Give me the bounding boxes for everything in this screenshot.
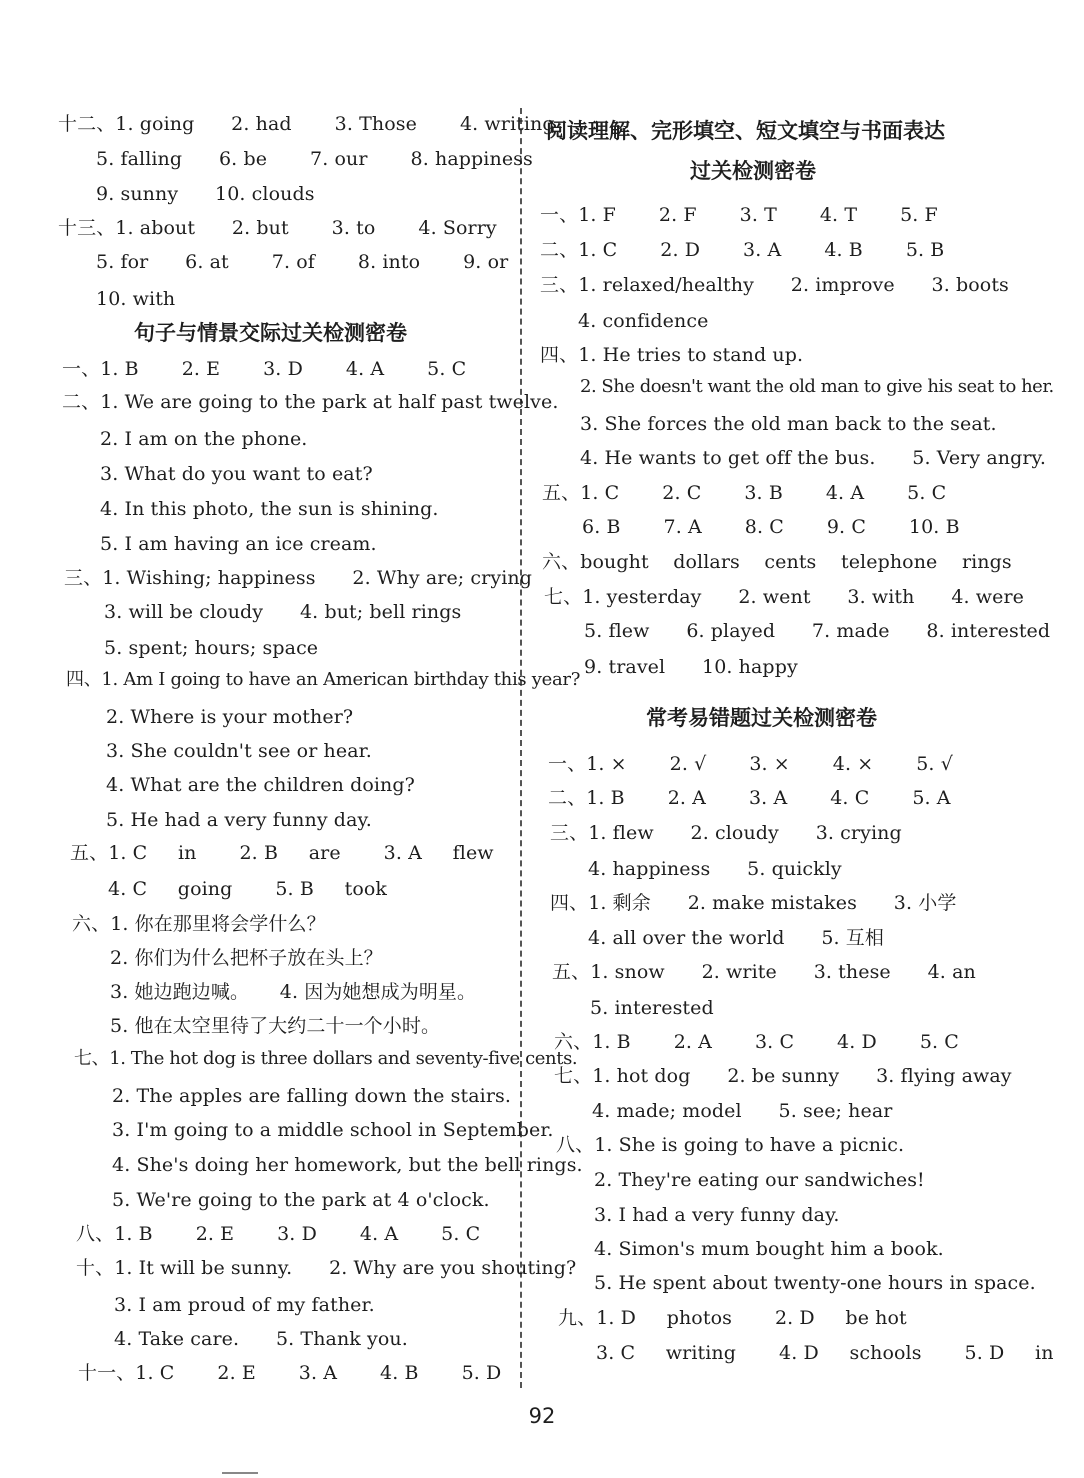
answer-line: 2. The apples are falling down the stairs. — [112, 1085, 512, 1107]
answer-line: 三、1. Wishing; happiness 2. Why are; crying — [64, 567, 532, 589]
answer-line: 6. B 7. A 8. C 9. C 10. B — [582, 516, 960, 538]
answer-line: 二、1. We are going to the park at half past twelve. — [62, 391, 559, 413]
answer-line: 5. 他在太空里待了大约二十一个小时。 — [110, 1015, 441, 1037]
answer-line: 4. all over the world 5. 互相 — [588, 927, 885, 949]
answer-line: 5. He had a very funny day. — [106, 809, 372, 831]
answer-line: 一、1. F 2. F 3. T 4. T 5. F — [540, 204, 938, 226]
answer-line: 9. sunny 10. clouds — [96, 183, 315, 205]
answer-line: 一、1. B 2. E 3. D 4. A 5. C — [62, 358, 467, 380]
section-heading: 句子与情景交际过关检测密卷 — [134, 321, 407, 345]
answer-line: 七、1. The hot dog is three dollars and seventy-five cents. — [74, 1048, 578, 1069]
answer-line: 5. flew 6. played 7. made 8. interested — [584, 620, 1051, 642]
answer-line: 10. with — [96, 288, 176, 310]
answer-line: 4. confidence — [578, 310, 709, 332]
answer-line: 十三、1. about 2. but 3. to 4. Sorry — [58, 217, 497, 239]
answer-line: 四、1. Am I going to have an American birthday this year? — [66, 669, 581, 690]
answer-line: 六、1. B 2. A 3. C 4. D 5. C — [554, 1031, 959, 1053]
answer-line: 七、1. yesterday 2. went 3. with 4. were — [544, 586, 1025, 608]
answer-line: 5. He spent about twenty-one hours in space. — [594, 1272, 1036, 1294]
answer-line: 5. interested — [590, 997, 714, 1019]
answer-line: 七、1. hot dog 2. be sunny 3. flying away — [554, 1065, 1012, 1087]
answer-line: 2. She doesn't want the old man to give his seat to her. — [580, 376, 1054, 397]
answer-line: 五、1. C in 2. B are 3. A flew — [70, 842, 494, 864]
answer-line: 一、1. × 2. √ 3. × 4. × 5. √ — [548, 753, 953, 775]
section-heading: 常考易错题过关检测密卷 — [646, 706, 877, 730]
answer-line: 2. 你们为什么把杯子放在头上？ — [110, 947, 383, 969]
answer-line: 三、1. flew 2. cloudy 3. crying — [550, 822, 902, 844]
answer-line: 5. spent; hours; space — [104, 637, 319, 659]
answer-line: 六、bought dollars cents telephone rings — [542, 551, 1012, 573]
column-divider — [520, 108, 522, 1388]
answer-line: 5. falling 6. be 7. our 8. happiness — [96, 148, 533, 170]
answer-line: 4. C going 5. B took — [108, 878, 388, 900]
answer-line: 八、1. She is going to have a picnic. — [556, 1134, 905, 1156]
answer-line: 3. She couldn't see or hear. — [106, 740, 372, 762]
answer-line: 十一、1. C 2. E 3. A 4. B 5. D — [78, 1362, 502, 1384]
answer-line: 五、1. snow 2. write 3. these 4. an — [552, 961, 976, 983]
answer-line: 三、1. relaxed/healthy 2. improve 3. boots — [540, 274, 1009, 296]
answer-line: 3. I had a very funny day. — [594, 1204, 840, 1226]
answer-line: 十、1. It will be sunny. 2. Why are you shouting? — [76, 1257, 577, 1279]
answer-line: 六、1. 你在那里将会学什么？ — [72, 913, 326, 935]
page-number: 92 — [528, 1404, 556, 1428]
answer-line: 5. for 6. at 7. of 8. into 9. or — [96, 251, 509, 273]
answer-line: 八、1. B 2. E 3. D 4. A 5. C — [76, 1223, 481, 1245]
answer-line: 3. She forces the old man back to the seat. — [580, 413, 997, 435]
answer-line: 4. He wants to get off the bus. 5. Very angry. — [580, 447, 1046, 469]
answer-line: 4. happiness 5. quickly — [588, 858, 842, 880]
section-heading: 阅读理解、完形填空、短文填空与书面表达 — [546, 119, 945, 143]
answer-line: 9. travel 10. happy — [584, 656, 798, 678]
answer-line: 3. will be cloudy 4. but; bell rings — [104, 601, 462, 623]
answer-line: 3. I'm going to a middle school in September. — [112, 1119, 554, 1141]
answer-line: 2. They're eating our sandwiches! — [594, 1169, 925, 1191]
answer-line: 二、1. C 2. D 3. A 4. B 5. B — [540, 239, 945, 261]
answer-line: 四、1. 剩余 2. make mistakes 3. 小学 — [550, 892, 957, 914]
answer-line: 3. I am proud of my father. — [114, 1294, 375, 1316]
answer-line: 4. made; model 5. see; hear — [592, 1100, 893, 1122]
answer-line: 4. Simon's mum bought him a book. — [594, 1238, 944, 1260]
answer-line: 4. What are the children doing? — [106, 774, 415, 796]
answer-line: 十二、1. going 2. had 3. Those 4. writing — [58, 113, 555, 135]
answer-line: 4. Take care. 5. Thank you. — [114, 1328, 408, 1350]
answer-line: 4. She's doing her homework, but the bell rings. — [112, 1154, 583, 1176]
bottom-edge-mark — [222, 1472, 258, 1474]
answer-line: 3. What do you want to eat? — [100, 463, 373, 485]
answer-line: 五、1. C 2. C 3. B 4. A 5. C — [542, 482, 947, 504]
answer-line: 2. I am on the phone. — [100, 428, 308, 450]
answer-line: 九、1. D photos 2. D be hot — [558, 1307, 907, 1329]
answer-line: 四、1. He tries to stand up. — [540, 344, 804, 366]
answer-line: 5. We're going to the park at 4 o'clock. — [112, 1189, 490, 1211]
answer-line: 2. Where is your mother? — [106, 706, 354, 728]
section-heading: 过关检测密卷 — [690, 159, 816, 183]
answer-line: 3. C writing 4. D schools 5. D in — [596, 1342, 1054, 1364]
answer-line: 二、1. B 2. A 3. A 4. C 5. A — [548, 787, 951, 809]
answer-line: 3. 她边跑边喊。 4. 因为她想成为明星。 — [110, 981, 477, 1003]
answer-line: 5. I am having an ice cream. — [100, 533, 377, 555]
answer-line: 4. In this photo, the sun is shining. — [100, 498, 439, 520]
